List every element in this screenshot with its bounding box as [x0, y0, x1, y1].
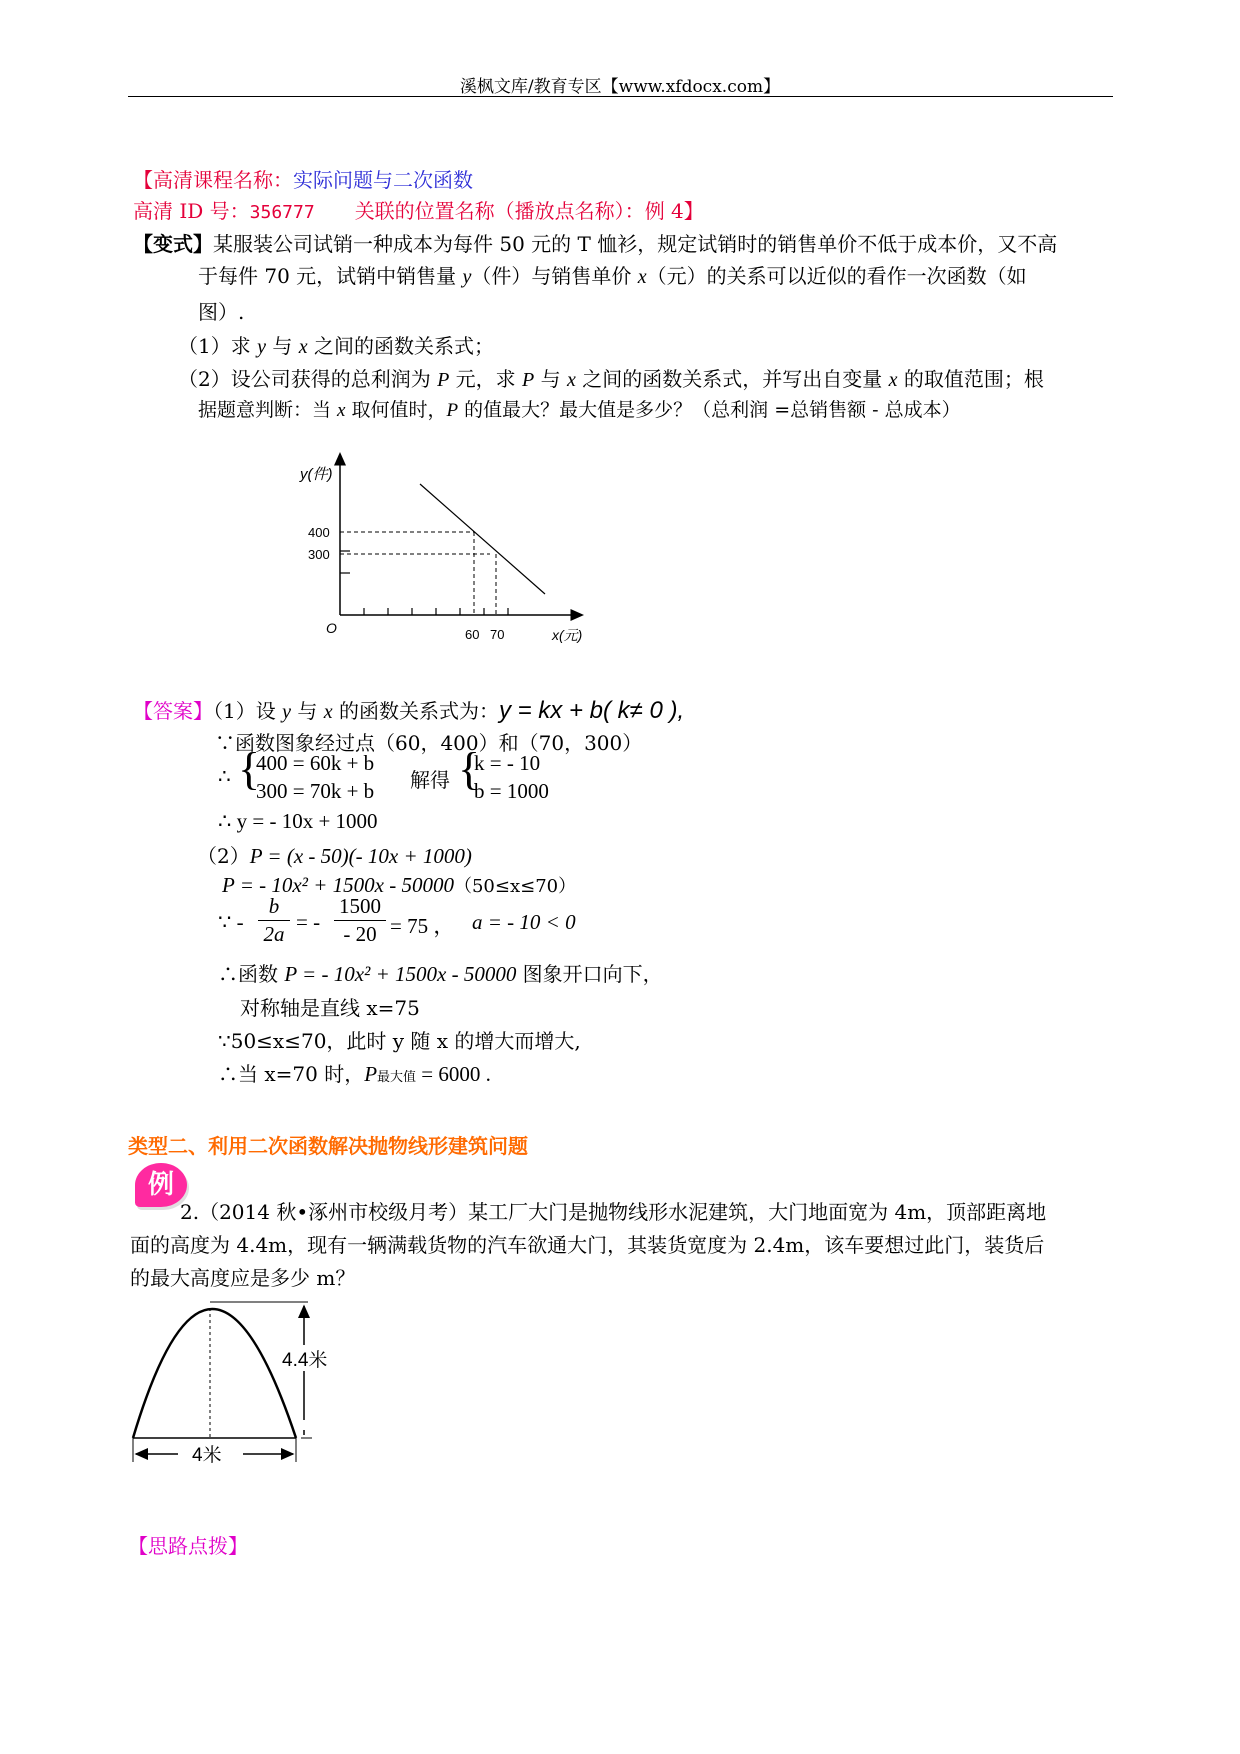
origin-label: O — [326, 620, 337, 636]
x-axis-label: x(元) — [552, 627, 583, 643]
answer-parabola-opening: ∴函数 P = - 10x² + 1500x - 50000 图象开口向下， — [218, 962, 663, 986]
type-two-heading: 类型二、利用二次函数解决抛物线形建筑问题 — [128, 1134, 528, 1158]
variant-line-2: 于每件 70 元，试销中销售量 y（件）与销售单价 x（元）的关系可以近似的看作一次函数（如 — [198, 264, 1027, 288]
system-eq-1: 400 = 60k + b — [256, 751, 375, 775]
solve-label: 解得 — [410, 768, 450, 792]
course-name-line: 【高清课程名称：实际问题与二次函数 — [133, 168, 473, 192]
x-tick-60: 60 — [465, 627, 480, 642]
answer-linear-result: ∴ y = - 10x + 1000 — [218, 809, 378, 833]
variant-line-3: 图）. — [198, 300, 245, 324]
course-id-label: 高清 ID 号： — [133, 199, 250, 223]
guide-lines — [340, 532, 496, 615]
vertex-equals: = - — [296, 910, 321, 934]
system-eq-2: 300 = 70k + b — [256, 779, 375, 803]
coefficient-a: a = - 10 < 0 — [472, 910, 576, 934]
example-badge: 例 — [135, 1163, 187, 1207]
answer-therefore-1: ∴ — [218, 764, 231, 788]
fraction-b-over-2a: b 2a — [258, 894, 290, 947]
vertex-value: = 75 ， — [390, 914, 455, 938]
domain-range: （50≤x≤70） — [453, 876, 577, 897]
parabola-gate-figure — [118, 1290, 358, 1480]
variant-question-2: （2）设公司获得的总利润为 P 元，求 P 与 x 之间的函数关系式，并写出自变量 x 的取值范围；根 — [178, 367, 1044, 391]
y-tick-400: 400 — [308, 525, 330, 540]
course-name-label: 高清课程名称： — [153, 168, 293, 192]
answer-maximum: ∴当 x=70 时，P最大值 = 6000 . — [218, 1062, 491, 1086]
function-line — [420, 484, 545, 594]
system-brace: { — [238, 743, 261, 794]
solution-k: k = - 10 — [474, 751, 541, 775]
example-line-2: 面的高度为 4.4m，现有一辆满载货物的汽车欲通大门，其装货宽度为 2.4m，该车要想过此门，装货后 — [130, 1233, 1045, 1257]
answer-profit-quadratic: P = - 10x² + 1500x - 50000（50≤x≤70） — [222, 873, 577, 897]
course-name-value: 实际问题与二次函数 — [293, 168, 473, 192]
height-label: 4.4米 — [282, 1350, 328, 1371]
width-label: 4米 — [192, 1445, 222, 1466]
x-axis-ticks — [364, 608, 508, 615]
answer-linear-equation: y = kx + b( k≠ 0 ), — [498, 697, 685, 724]
page-header: 溪枫文库/教育专区【www.xfdocx.com】 — [459, 77, 781, 97]
variant-line-1: 【变式】某服装公司试销一种成本为每件 50 元的 T 恤衫，规定试销时的销售单价不低于成本价，又不高 — [133, 232, 1058, 256]
y-axis-label: y(件) — [300, 466, 333, 483]
course-location-value: 例 4】 — [644, 199, 704, 223]
header-divider — [128, 96, 1113, 97]
x-tick-70: 70 — [490, 627, 505, 642]
parabola-arch — [133, 1309, 296, 1438]
y-tick-300: 300 — [308, 547, 330, 562]
profit-expression: P = (x - 50)(- 10x + 1000) — [249, 844, 472, 868]
answer-tag: 【答案】 — [133, 699, 213, 723]
fraction-1500-over-neg20: 1500 - 20 — [334, 894, 386, 947]
answer-axis-of-symmetry: 对称轴是直线 x=75 — [240, 996, 420, 1020]
course-id-value: 356777 — [249, 202, 315, 223]
variant-question-1: （1）求 y 与 x 之间的函数关系式； — [178, 334, 494, 358]
course-id-line — [133, 195, 704, 224]
variant-tag: 【变式】 — [133, 232, 213, 256]
solution-brace: { — [458, 743, 481, 794]
hint-tag: 【思路点拨】 — [128, 1534, 248, 1558]
answer-part-2: （2）P = (x - 50)(- 10x + 1000) — [197, 844, 472, 868]
answer-line-1: 【答案】（1）设 y 与 x 的函数关系式为：y = kx + b( k≠ 0 ), — [133, 697, 685, 724]
example-line-1: 2.（2014 秋•涿州市校级月考）某工厂大门是抛物线形水泥建筑，大门地面宽为 4m，顶部距离地 — [180, 1200, 1047, 1224]
course-location-label: 关联的位置名称（播放点名称）： — [354, 199, 645, 223]
solution-b: b = 1000 — [474, 779, 549, 803]
answer-increasing: ∵50≤x≤70，此时 y 随 x 的增大而增大, — [218, 1029, 581, 1053]
answer-line-2: ∵函数图象经过点（60，400）和（70，300） — [215, 731, 643, 755]
example-line-3: 的最大高度应是多少 m？ — [130, 1266, 356, 1290]
variant-question-2-cont: 据题意判断：当 x 取何值时，P 的值最大？最大值是多少？（总利润 =总销售额 - 总成本） — [198, 399, 961, 421]
vertex-because: ∵ - — [218, 910, 244, 934]
linear-function-graph — [290, 450, 600, 650]
